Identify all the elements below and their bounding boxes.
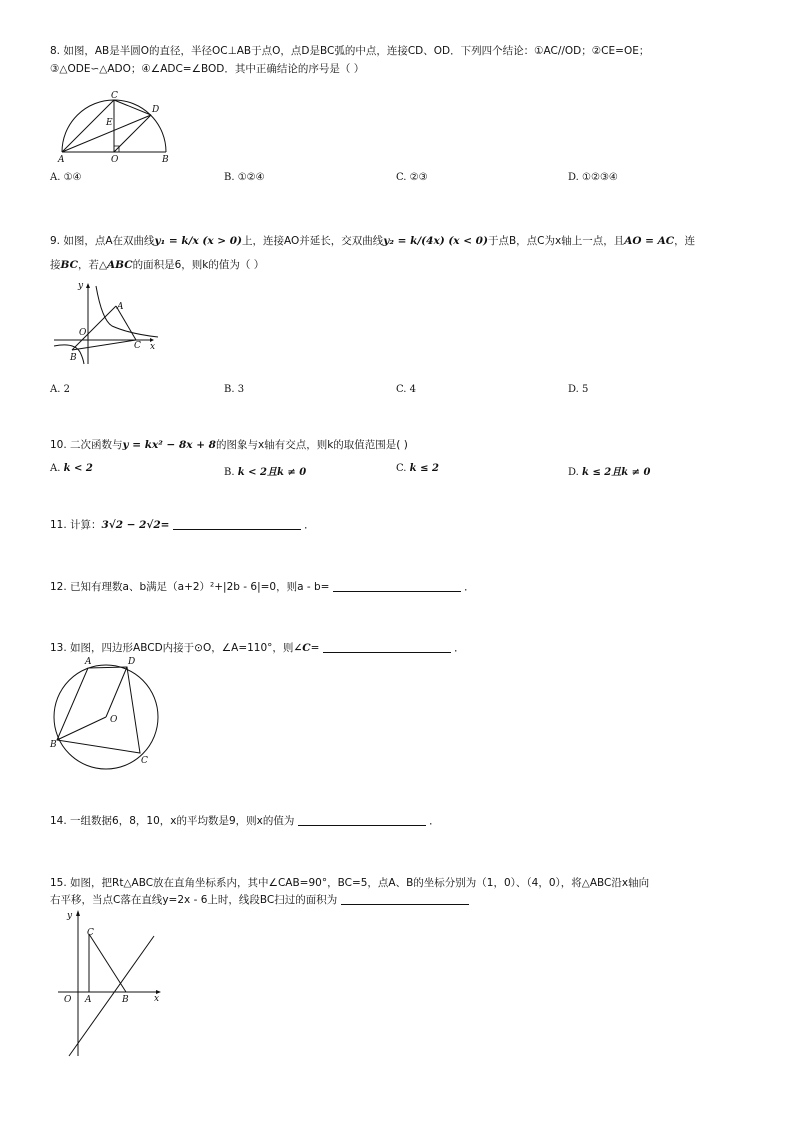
q13-stem: 13. 如图，四边形ABCD内接于⊙O，∠A=110°，则∠C= ． (50, 642, 465, 654)
q15-fig-label-o: O (64, 995, 72, 1005)
q9-formula-y1: y₁ = k/x (x > 0) (154, 235, 242, 247)
q9-formula-y2: y₂ = k/(4x) (x < 0) (383, 235, 488, 247)
q15-fig-label-a: A (85, 995, 92, 1005)
q15-fig-label-c: C (87, 928, 94, 938)
q9-fig-label-a: A (117, 302, 124, 312)
q15-stem-line2: 右平移，当点C落在直线y=2x - 6上时，线段BC扫过的面积为 (50, 893, 469, 907)
q15-fig-label-y: y (67, 911, 73, 921)
q8-option-c[interactable]: C. ②③ (396, 172, 428, 183)
q9-fig-label-x: x (150, 342, 156, 352)
q14-answer-blank[interactable] (298, 814, 426, 826)
q10-option-b[interactable]: B. k < 2且k ≠ 0 (224, 467, 307, 478)
q9-fig-label-y: y (78, 281, 84, 291)
q12-stem: 12. 已知有理数a、b满足（a+2）²+|2b - 6|=0，则a - b= ． (50, 581, 475, 593)
q9-option-b[interactable]: B. 3 (224, 384, 245, 395)
q8-option-a[interactable]: A. ①④ (50, 172, 82, 183)
q9-figure (50, 280, 160, 365)
q15-fig-label-b: B (122, 995, 129, 1005)
q10-stem: 10. 二次函数与y = kx² − 8x + 8的图象与x轴有交点，则k的取值范围是( ) (50, 439, 408, 451)
q15-answer-blank[interactable] (341, 893, 469, 905)
q9-option-a[interactable]: A. 2 (50, 384, 70, 395)
q13-fig-label-b: B (50, 740, 57, 750)
q12-answer-blank[interactable] (333, 580, 461, 592)
q13-fig-label-d: D (128, 657, 136, 667)
q15-stem-line1: 15. 如图，把Rt△ABC放在直角坐标系内，其中∠CAB=90°，BC=5，点A、B的坐标分别为（1，0）、（4，0），将△ABC沿x轴向 (50, 877, 650, 889)
q9-option-d[interactable]: D. 5 (568, 384, 589, 395)
q13-fig-label-c: C (141, 756, 148, 766)
q14-stem: 14. 一组数据6，8，10，x的平均数是9，则x的值为 ． (50, 815, 440, 827)
q8-stem-line1: 8. 如图，AB是半圆O的直径，半径OC⊥AB于点O，点D是BC弧的中点，连接CD、OD．下列四个结论：①AC//OD；②CE=OE； (50, 45, 650, 57)
q8-option-b[interactable]: B. ①②④ (224, 172, 265, 183)
q13-fig-label-o: O (110, 715, 118, 725)
q8-fig-label-a: A (58, 155, 65, 165)
q8-stem-line2: ③△ODE∽△ADO；④∠ADC=∠BOD．其中正确结论的序号是（ ） (50, 63, 365, 75)
q11-formula: 3√2 − 2√2= (101, 519, 170, 531)
q10-option-a[interactable]: A. k < 2 (50, 463, 93, 474)
q8-option-d[interactable]: D. ①②③④ (568, 172, 618, 183)
q9-stem-line1: 9. 如图，点A在双曲线y₁ = k/x (x > 0)上，连接AO并延长，交双曲线y₂ = k/(4x) (x < 0)于点B，点C为x轴上一点，且AO = AC，连 (50, 235, 696, 247)
q8-fig-label-c: C (111, 91, 118, 101)
q13-answer-blank[interactable] (323, 641, 451, 653)
q9-fig-label-o: O (79, 328, 87, 338)
q13-figure (48, 655, 164, 771)
q8-figure (56, 92, 176, 164)
q10-option-c[interactable]: C. k ≤ 2 (396, 463, 439, 474)
q9-fig-label-c: C (134, 341, 141, 351)
q9-option-c[interactable]: C. 4 (396, 384, 417, 395)
q10-option-d[interactable]: D. k ≤ 2且k ≠ 0 (568, 467, 651, 478)
q9-fig-label-b: B (70, 353, 77, 363)
q8-fig-label-e: E (106, 118, 113, 128)
q11-answer-blank[interactable] (173, 518, 301, 530)
q8-fig-label-o: O (111, 155, 119, 165)
q8-fig-label-b: B (162, 155, 169, 165)
q13-fig-label-a: A (85, 657, 92, 667)
q9-stem-line2: 接BC，若△ABC的面积是6，则k的值为（ ） (50, 259, 265, 271)
q8-fig-label-d: D (152, 105, 160, 115)
q11-stem: 11. 计算：3√2 − 2√2= ． (50, 519, 315, 531)
q15-figure (56, 906, 168, 1058)
q15-fig-label-x: x (154, 994, 160, 1004)
q10-formula: y = kx² − 8x + 8 (122, 439, 216, 451)
